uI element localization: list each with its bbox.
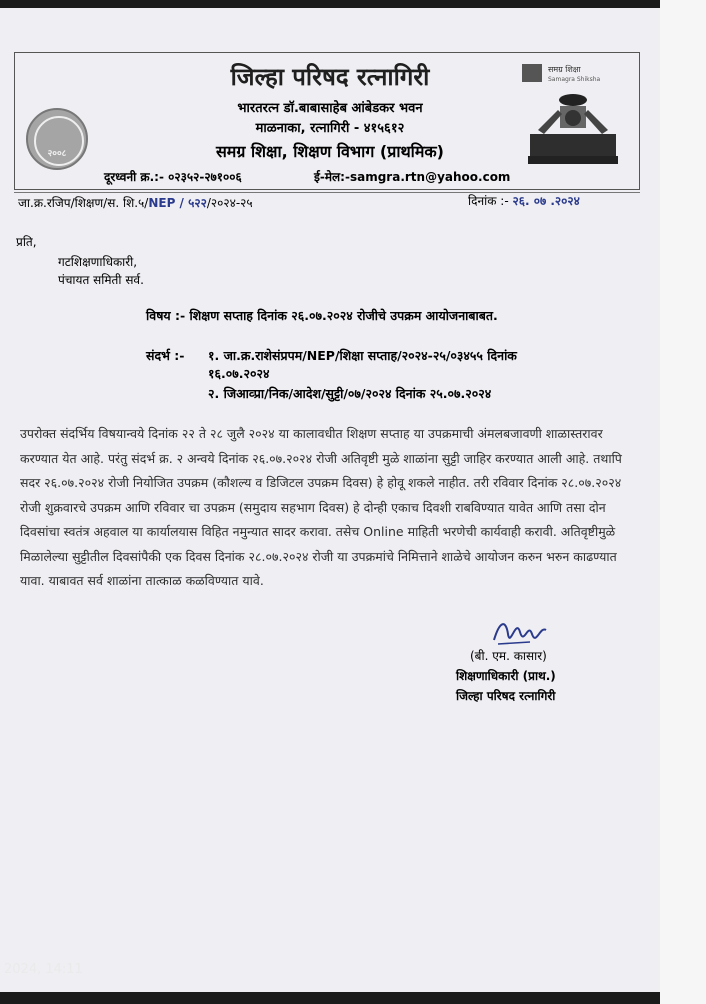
- zilla-parishad-seal-icon: २००८: [26, 108, 88, 170]
- emblem-caption: समग्र शिक्षा: [548, 65, 581, 74]
- reference-item-2: २. जिआव्प्रा/निक/आदेश/सुट्टी/०७/२०२४ दिनांक २५.०७.२०२४: [208, 386, 492, 401]
- signatory-name: (बी. एम. कासार): [470, 649, 547, 663]
- signature-scribble-icon: [490, 612, 550, 652]
- body-paragraph: उपरोक्त संदर्भिय विषयान्वये दिनांक २२ ते २८ जुलै २०२४ या कालावधीत शिक्षण सप्ताह या उपक्रमाची अंमलबजावणी शाळास्तरावर करण्यात येत आहे. परंतु संदर्भ क्र. २ अन्वये दिनांक २६.०७.२०२४ रोजी अतिवृष्टी मुळे शाळांना सुट्टी जाहिर करण्यात आली आहे. तथापि सदर २६.०७.२०२४ रोजी नियोजित उपक्रम (कौशल्य व डिजिटल उपक्रम दिवस) हे होवू शकले नाहीत. तरी रविवार दिनांक २८.०७.२०२४ रोजी शुक्रवारचे उपक्रम आणि रविवार चा उपक्रम (समुदाय सहभाग दिवस) हे दोन्ही एकाच दिवशी राबविण्यात यावेत आणि तसा दोन दिवसांचा स्वतंत्र अहवाल या कार्यालयास विहित नमुन्यात सादर करावा. तसेच Online माहिती भरणेची कार्यवाही करावी. अतिवृष्टीमुळे मिळालेल्या सुट्टीतील दिवसांपैकी एक दिवस दिनांक २८.०७.२०२४ रोजी या उपक्रमांचे निमित्ताने शाळेचे आयोजन करुन भरुन काढण्यात यावा. याबावत सर्व शाळांना तात्काळ कळविण्यात यावे.: [20, 426, 622, 588]
- reference-item-1-date: १६.०७.२०२४: [208, 366, 270, 381]
- reference-number: [18, 194, 253, 211]
- emblem-subcaption: Samagra Shiksha: [548, 76, 601, 83]
- screen-timestamp: 2024, 14:11: [4, 962, 83, 977]
- subject-line: विषय :- शिक्षण सप्ताह दिनांक २६.०७.२०२४ रोजीचे उपक्रम आयोजनाबाबत.: [146, 308, 498, 323]
- address-line-1: भारतरत्न डॉ.बाबासाहेब आंबेडकर भवन: [237, 101, 423, 116]
- handwritten-reference: NEP / ५२२: [148, 196, 207, 210]
- address-line-2: माळनाका, रत्नागिरी - ४१५६१२: [255, 121, 405, 136]
- prati-label: प्रति,: [16, 235, 37, 249]
- addressee-line-2: पंचायत समिती सर्व.: [58, 273, 144, 287]
- references-label: संदर्भ :-: [146, 348, 185, 363]
- reference-date: [468, 192, 580, 209]
- handwritten-date: २६. ०७ .२०२४: [512, 194, 580, 208]
- signatory-office: जिल्हा परिषद रत्नागिरी: [456, 689, 556, 703]
- screen-edge: [660, 0, 706, 1004]
- reference-suffix: /२०२४-२५: [206, 196, 253, 210]
- department-name: समग्र शिक्षा, शिक्षण विभाग (प्राथमिक): [215, 142, 444, 161]
- phone-number: दूरध्वनी क्र.:- ०२३५२-२७१००६: [104, 170, 242, 184]
- addressee-line-1: गटशिक्षणाधिकारी,: [58, 255, 138, 269]
- date-label: दिनांक :-: [468, 194, 509, 208]
- signatory-designation: शिक्षणाधिकारी (प्राथ.): [456, 669, 556, 683]
- office-title: जिल्हा परिषद रत्नागिरी: [230, 63, 430, 91]
- email-address: ई-मेल:-samgra.rtn@yahoo.com: [314, 170, 511, 184]
- reference-prefix: जा.क्र.रजिप/शिक्षण/स. शि.५/: [18, 196, 149, 210]
- reference-item-1: १. जा.क्र.राशेसंप्रपम/NEP/शिक्षा सप्ताह/२०२४-२५/०३४५५ दिनांक: [208, 348, 517, 363]
